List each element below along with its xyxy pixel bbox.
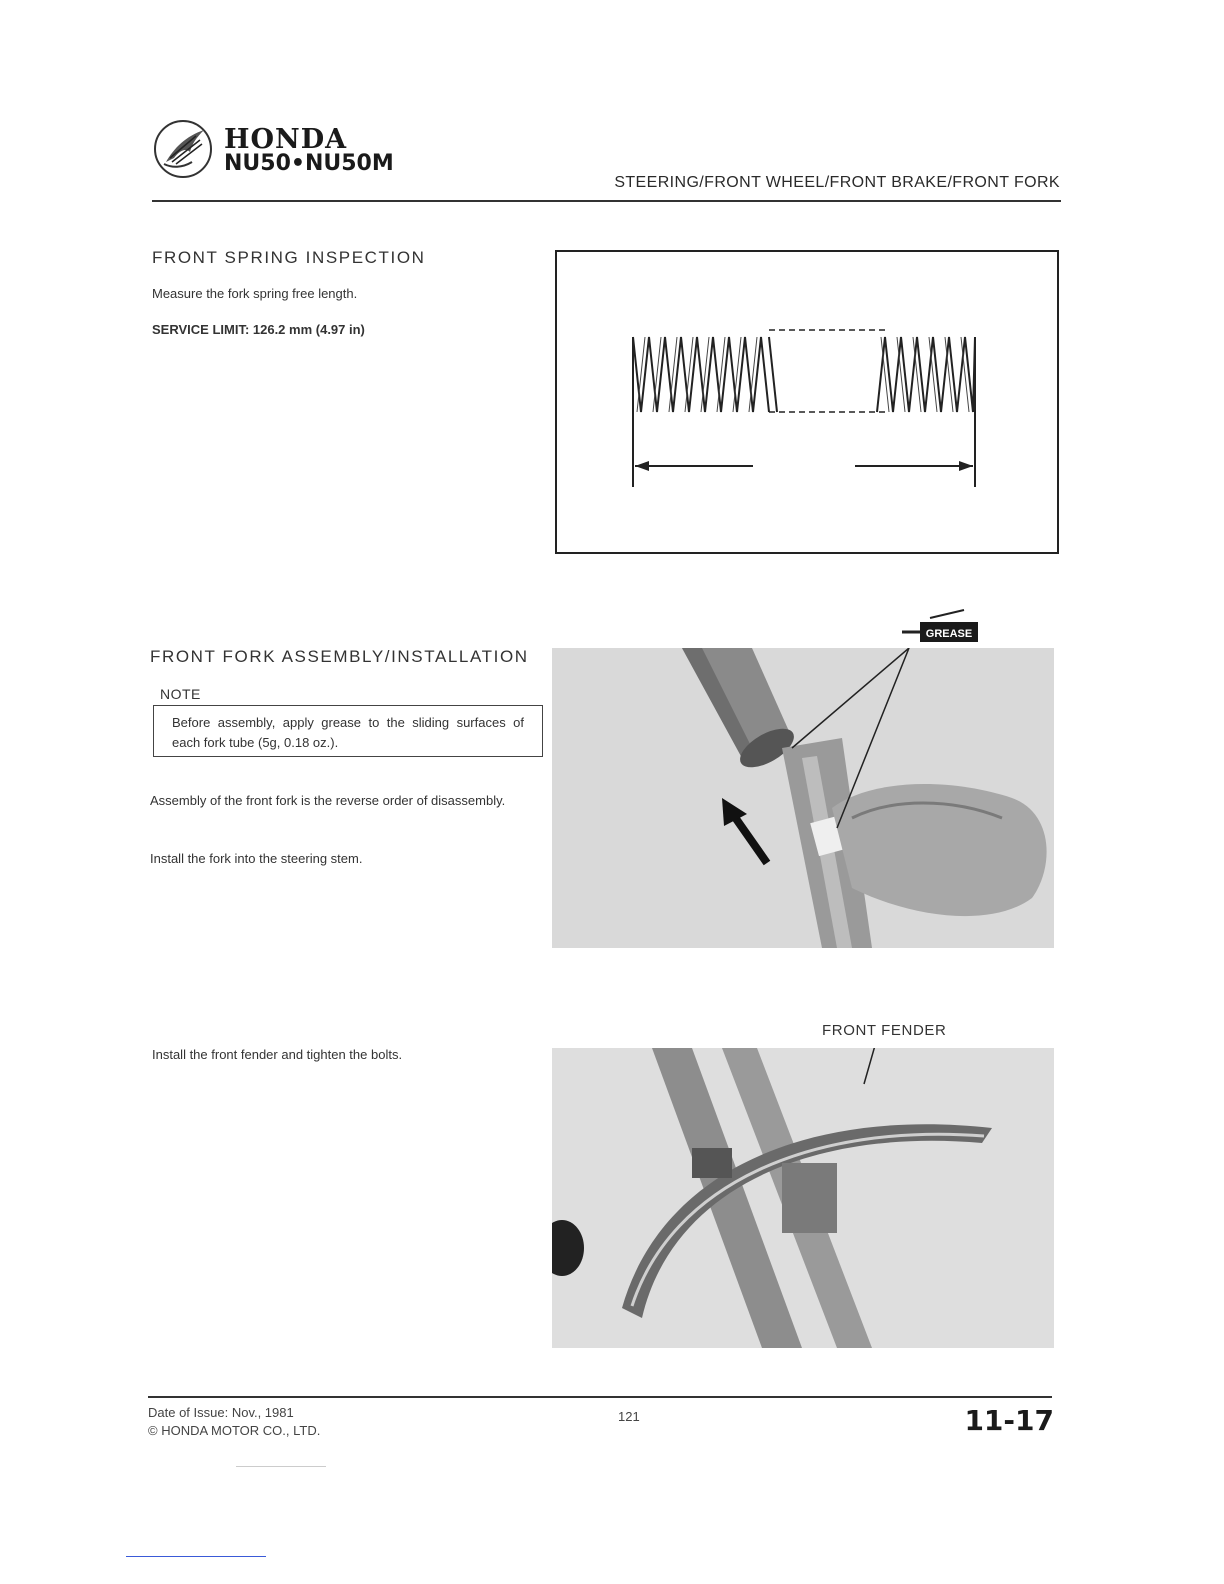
- section-page-number: 11-17: [964, 1404, 1054, 1437]
- install-fender-text: Install the front fender and tighten the bolts.: [152, 1047, 403, 1062]
- fork-installation-photo: [552, 648, 1054, 948]
- page-number: 121: [618, 1409, 640, 1424]
- issue-date: Date of Issue: Nov., 1981: [148, 1405, 294, 1420]
- spring-inspection-heading: FRONT SPRING INSPECTION: [152, 248, 426, 267]
- fork-assembly-heading: FRONT FORK ASSEMBLY/INSTALLATION: [150, 647, 529, 666]
- brand-name: HONDA: [224, 124, 348, 155]
- note-label: NOTE: [160, 686, 201, 702]
- note-box: Before assembly, apply grease to the sliding surfaces of each fork tube (5g, 0.18 oz.).: [153, 705, 543, 757]
- chapter-title: STEERING/FRONT WHEEL/FRONT BRAKE/FRONT FORK: [614, 174, 1060, 191]
- spring-free-length-diagram: [555, 250, 1059, 554]
- grease-callout: [900, 608, 1000, 648]
- scan-artifact-line: [236, 1466, 326, 1467]
- spring-measure-instruction: Measure the fork spring free length.: [152, 286, 358, 301]
- service-limit: SERVICE LIMIT: 126.2 mm (4.97 in): [152, 322, 365, 337]
- front-fender-callout: FRONT FENDER: [822, 1022, 947, 1039]
- honda-wing-logo-icon: [152, 118, 214, 180]
- scan-artifact-line: [126, 1556, 266, 1557]
- copyright-notice: © HONDA MOTOR CO., LTD.: [148, 1423, 321, 1438]
- header-divider: [152, 200, 1061, 202]
- model-name: NU50•NU50M: [224, 151, 394, 176]
- front-fender-photo: [552, 1048, 1054, 1348]
- assembly-order-text: Assembly of the front fork is the reverse order of disassembly.: [150, 793, 506, 808]
- footer-divider: [148, 1396, 1052, 1398]
- install-fork-text: Install the fork into the steering stem.: [150, 851, 363, 866]
- grease-label: GREASE: [925, 628, 973, 640]
